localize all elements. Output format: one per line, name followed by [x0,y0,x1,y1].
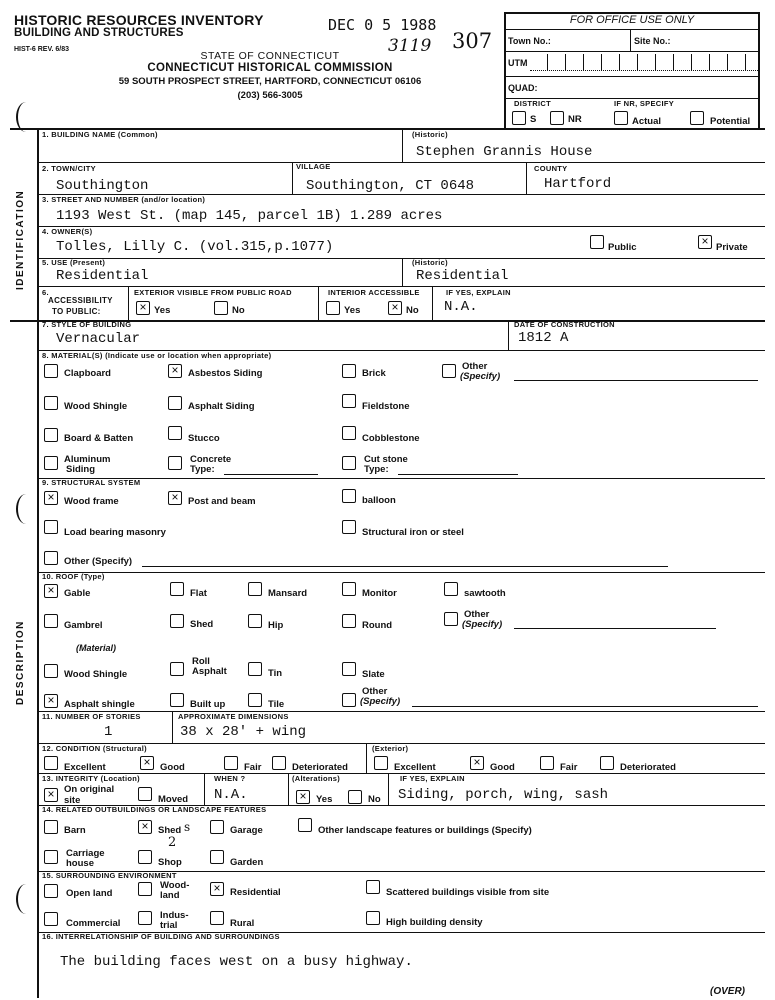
cut-stone-type-label: Type: [364,464,389,475]
alterations-yes-label: Yes [316,794,333,805]
style-label: 7. STYLE OF BUILDING [42,320,132,329]
garage-checkbox[interactable] [210,820,224,834]
roof-specify-label: (Specify) [462,619,503,630]
building-name-label: 1. BUILDING NAME (Common) [42,130,158,139]
structural-good-checkbox[interactable]: × [140,756,154,770]
board-batten-checkbox[interactable] [44,428,58,442]
state-heading: STATE OF CONNECTICUT [200,50,340,62]
structural-deteriorated-label: Deteriorated [292,762,348,773]
district-label: DISTRICT [514,99,551,108]
roof-other-line[interactable] [514,628,716,629]
alterations-no-label: No [368,794,381,805]
date-construction-value: 1812 A [518,330,569,346]
materials-other-label: Other [462,361,488,372]
interior-accessible-label: INTERIOR ACCESSIBLE [328,288,420,297]
district-s-checkbox[interactable] [512,111,526,125]
street-value: 1193 West St. (map 145, parcel 1B) 1.289 acres [56,208,443,224]
interrelationship-value: The building faces west on a busy highway. [60,954,413,970]
use-present-value: Residential [56,268,149,284]
potential-label: Potential [710,116,751,127]
form-title: HISTORIC RESOURCES INVENTORY [14,12,264,28]
when-value: N.A. [214,787,248,803]
over-label: (OVER) [710,986,745,997]
outbuildings-label: 14. RELATED OUTBUILDINGS OR LANDSCAPE FEATURES [42,805,267,814]
condition-structural-label: 12. CONDITION (Structural) [42,744,147,753]
residential-checkbox[interactable]: × [210,882,224,896]
balloon-label: balloon [362,495,396,506]
hip-checkbox[interactable] [248,614,262,628]
structural-deteriorated-checkbox[interactable] [272,756,286,770]
exterior-yes-checkbox[interactable]: × [136,301,150,315]
carriage-house-label: house [66,858,94,869]
structural-system-label: 9. STRUCTURAL SYSTEM [42,478,141,487]
stories-value: 1 [104,724,113,740]
fieldstone-label: Fieldstone [362,401,410,412]
style-value: Vernacular [56,331,141,347]
exterior-visible-label: EXTERIOR VISIBLE FROM PUBLIC ROAD [134,288,292,297]
woodland-label-cont: land [160,890,180,901]
roll-asphalt-label: Asphalt [192,666,227,677]
integrity-label: 13. INTEGRITY (Location) [42,774,140,783]
mansard-checkbox[interactable] [248,582,262,596]
rural-label: Rural [230,918,255,929]
gambrel-checkbox[interactable] [44,614,58,628]
asbestos-siding-checkbox[interactable]: × [168,364,182,378]
woodland-label: Wood- [160,880,190,891]
post-beam-checkbox[interactable]: × [168,491,182,505]
form-id: HIST-6 REV. 6/83 [14,46,69,53]
other-landscape-label: Other landscape features or buildings (Specify) [318,825,532,836]
commission-address: 59 SOUTH PROSPECT STREET, HARTFORD, CONNECTICUT 06106 [118,76,422,87]
on-original-site-label: site [64,795,81,806]
town-city-value: Southington [56,178,149,194]
structural-other-label: Other (Specify) [64,556,133,567]
stucco-label: Stucco [188,433,220,444]
gable-checkbox[interactable]: × [44,584,58,598]
gambrel-label: Gambrel [64,620,103,631]
high-density-label: High building density [386,917,483,928]
post-beam-label: Post and beam [188,496,256,507]
private-label: Private [716,242,748,253]
site-no-label: Site No.: [634,36,671,46]
commercial-label: Commercial [66,918,121,929]
to-public-label: TO PUBLIC: [52,307,101,316]
district-nr-checkbox[interactable] [550,111,564,125]
quad-label: QUAD: [508,83,538,93]
shed-label: Shed [158,825,182,836]
high-density-checkbox[interactable] [366,911,380,925]
exterior-deteriorated-checkbox[interactable] [600,756,614,770]
barn-label: Barn [64,825,86,836]
tin-checkbox[interactable] [248,662,262,676]
industrial-label: Indus- [160,910,189,921]
interrelationship-label: 16. INTERRELATIONSHIP OF BUILDING AND SURROUNDINGS [42,932,280,941]
garden-checkbox[interactable] [210,850,224,864]
use-present-label: 5. USE (Present) [42,258,106,267]
aluminum-siding-checkbox[interactable] [44,456,58,470]
slate-label: Slate [362,669,385,680]
wood-shingle-checkbox[interactable] [44,396,58,410]
materials-other-checkbox[interactable] [442,364,456,378]
clapboard-checkbox[interactable] [44,364,58,378]
interior-yes-label: Yes [344,305,361,316]
exterior-excellent-checkbox[interactable] [374,756,388,770]
brick-checkbox[interactable] [342,364,356,378]
flat-label: Flat [190,588,207,599]
private-checkbox[interactable]: × [698,235,712,249]
round-label: Round [362,620,393,631]
mansard-label: Mansard [268,588,308,599]
structural-good-label: Good [160,762,185,773]
integrity-if-yes-label: IF YES, EXPLAIN [400,774,465,783]
exterior-deteriorated-label: Deteriorated [620,762,676,773]
residential-label: Residential [230,887,281,898]
tile-label: Tile [268,699,285,710]
barn-checkbox[interactable] [44,820,58,834]
interior-no-checkbox[interactable]: × [388,301,402,315]
aluminum-siding-label: Siding [66,464,96,475]
actual-checkbox[interactable] [614,111,628,125]
garage-label: Garage [230,825,263,836]
county-value: Hartford [544,176,612,192]
flat-checkbox[interactable] [170,582,184,596]
sawtooth-checkbox[interactable] [444,582,458,596]
gable-label: Gable [64,588,91,599]
shop-checkbox[interactable] [138,850,152,864]
structural-fair-label: Fair [244,762,262,773]
structural-iron-checkbox[interactable] [342,520,356,534]
wood-frame-label: Wood frame [64,496,119,507]
hip-label: Hip [268,620,284,631]
moved-label: Moved [158,794,189,805]
built-up-label: Built up [190,699,226,710]
industrial-checkbox[interactable] [138,911,152,925]
exterior-no-checkbox[interactable] [214,301,228,315]
owner-label: 4. OWNER(S) [42,227,93,236]
wood-frame-checkbox[interactable]: × [44,491,58,505]
village-label: VILLAGE [296,162,331,171]
accessibility-label: ACCESSIBILITY [48,296,113,305]
on-original-site-checkbox[interactable]: × [44,788,58,802]
dimensions-value: 38 x 28' + wing [180,724,307,740]
cut-stone-checkbox[interactable] [342,456,356,470]
open-land-checkbox[interactable] [44,884,58,898]
description-side-label: DESCRIPTION [15,620,26,705]
structural-excellent-checkbox[interactable] [44,756,58,770]
shed-checkbox[interactable]: × [138,820,152,834]
roof-material-label: (Material) [76,643,117,653]
exterior-fair-checkbox[interactable] [540,756,554,770]
aluminum-label: Aluminum [64,454,111,465]
town-no-label: Town No.: [508,36,551,46]
roof-type-label: 10. ROOF (Type) [42,572,105,581]
identification-side-label: IDENTIFICATION [15,189,26,290]
street-label: 3. STREET AND NUMBER (and/or location) [42,195,206,204]
punch-hole-mark [16,884,36,914]
structural-excellent-label: Excellent [64,762,106,773]
moved-checkbox[interactable] [138,787,152,801]
interior-no-label: No [406,305,419,316]
structural-other-checkbox[interactable] [44,551,58,565]
roll-label: Roll [192,656,210,667]
board-batten-label: Board & Batten [64,433,134,444]
built-up-checkbox[interactable] [170,693,184,707]
woodland-checkbox[interactable] [138,882,152,896]
clapboard-label: Clapboard [64,368,111,379]
utm-grid [530,54,758,71]
concrete-type-line[interactable] [224,474,318,475]
public-label: Public [608,242,637,253]
use-historic-value: Residential [416,268,509,284]
commission-phone: (203) 566-3005 [237,90,303,101]
sawtooth-label: sawtooth [464,588,506,599]
shed-count-note: 2 [168,835,177,850]
date-construction-label: DATE OF CONSTRUCTION [514,320,615,329]
form-subtitle: BUILDING AND STRUCTURES [14,27,184,39]
roof-wood-shingle-checkbox[interactable] [44,664,58,678]
if-yes-explain-label: IF YES, EXPLAIN [446,288,511,297]
shed-roof-label: Shed [190,619,214,630]
exterior-excellent-label: Excellent [394,762,436,773]
monitor-label: Monitor [362,588,397,599]
building-historic-name: Stephen Grannis House [416,144,593,160]
garden-label: Garden [230,857,264,868]
rural-checkbox[interactable] [210,911,224,925]
use-historic-label: (Historic) [412,258,448,267]
open-land-label: Open land [66,888,113,899]
district-s-label: S [530,114,537,125]
roof-material-specify-label: (Specify) [360,696,401,707]
brick-label: Brick [362,368,386,379]
asphalt-siding-label: Asphalt Siding [188,401,255,412]
cobblestone-label: Cobblestone [362,433,420,444]
other-landscape-checkbox[interactable] [298,818,312,832]
roof-other-label: Other [464,609,490,620]
round-checkbox[interactable] [342,614,356,628]
shop-label: Shop [158,857,182,868]
owner-value: Tolles, Lilly C. (vol.315,p.1077) [56,239,334,255]
materials-other-line[interactable] [514,380,758,381]
county-label: COUNTY [534,164,568,173]
asphalt-siding-checkbox[interactable] [168,396,182,410]
if-nr-label: IF NR, SPECIFY [614,99,675,108]
district-nr-label: NR [568,114,582,125]
handwritten-number-b: 307 [452,29,493,53]
dimensions-label: APPROXIMATE DIMENSIONS [178,712,289,721]
accessibility-explain-value: N.A. [444,299,478,315]
on-original-label: On original [64,784,115,795]
structural-iron-label: Structural iron or steel [362,527,464,538]
tile-checkbox[interactable] [248,693,262,707]
structural-fair-checkbox[interactable] [224,756,238,770]
roof-material-other-label: Other [362,686,388,697]
commercial-checkbox[interactable] [44,912,58,926]
roof-material-other-line[interactable] [412,706,758,707]
materials-specify-label: (Specify) [460,371,501,382]
alterations-label: (Alterations) [292,774,341,783]
monitor-checkbox[interactable] [342,582,356,596]
roll-asphalt-checkbox[interactable] [170,662,184,676]
roof-wood-shingle-label: Wood Shingle [64,669,128,680]
accessibility-label-number: 6. [42,288,49,297]
concrete-type-label: Type: [190,464,215,475]
fieldstone-checkbox[interactable] [342,394,356,408]
asphalt-shingle-checkbox[interactable]: × [44,694,58,708]
shed-plural-note: s [184,820,191,834]
when-label: WHEN ? [214,774,246,783]
alterations-no-checkbox[interactable] [348,790,362,804]
cut-stone-type-line[interactable] [398,474,518,475]
potential-checkbox[interactable] [690,111,704,125]
handwritten-number-a: 3119 [388,36,432,56]
public-checkbox[interactable] [590,235,604,249]
office-use-title: FOR OFFICE USE ONLY [569,14,695,26]
stories-label: 11. NUMBER OF STORIES [42,712,141,721]
exterior-good-label: Good [490,762,515,773]
wood-shingle-label: Wood Shingle [64,401,128,412]
cut-stone-label: Cut stone [364,454,408,465]
village-value: Southington, CT 0648 [306,178,475,194]
industrial-label-cont: trial [160,920,178,931]
date-stamp: DEC 0 5 1988 [328,16,437,34]
structural-other-line[interactable] [142,566,668,567]
tin-label: Tin [268,668,283,679]
load-bearing-checkbox[interactable] [44,520,58,534]
exterior-fair-label: Fair [560,762,578,773]
commission-heading: CONNECTICUT HISTORICAL COMMISSION [147,62,393,74]
town-city-label: 2. TOWN/CITY [42,164,96,173]
exterior-good-checkbox[interactable]: × [470,756,484,770]
environment-label: 15. SURROUNDING ENVIRONMENT [42,871,177,880]
building-historic-label: (Historic) [412,130,448,139]
roof-other-checkbox[interactable] [444,612,458,626]
carriage-label: Carriage [66,848,105,859]
exterior-no-label: No [232,305,245,316]
roof-material-other-checkbox[interactable] [342,693,356,707]
scattered-buildings-label: Scattered buildings visible from site [386,887,550,898]
stucco-checkbox[interactable] [168,426,182,440]
concrete-checkbox[interactable] [168,456,182,470]
slate-checkbox[interactable] [342,662,356,676]
load-bearing-label: Load bearing masonry [64,527,166,538]
punch-hole-mark [16,494,36,524]
asphalt-shingle-label: Asphalt shingle [64,699,135,710]
actual-label: Actual [632,116,662,127]
condition-exterior-label: (Exterior) [372,744,409,753]
cobblestone-checkbox[interactable] [342,426,356,440]
exterior-yes-label: Yes [154,305,171,316]
concrete-label: Concrete [190,454,232,465]
carriage-house-checkbox[interactable] [44,850,58,864]
alterations-explain-value: Siding, porch, wing, sash [398,787,609,803]
materials-label: 8. MATERIAL(S) (Indicate use or location when appropriate) [42,351,272,360]
shed-roof-checkbox[interactable] [170,614,184,628]
balloon-checkbox[interactable] [342,489,356,503]
interior-yes-checkbox[interactable] [326,301,340,315]
utm-label: UTM [508,58,528,68]
scattered-buildings-checkbox[interactable] [366,880,380,894]
alterations-yes-checkbox[interactable]: × [296,790,310,804]
asbestos-siding-label: Asbestos Siding [188,368,263,379]
